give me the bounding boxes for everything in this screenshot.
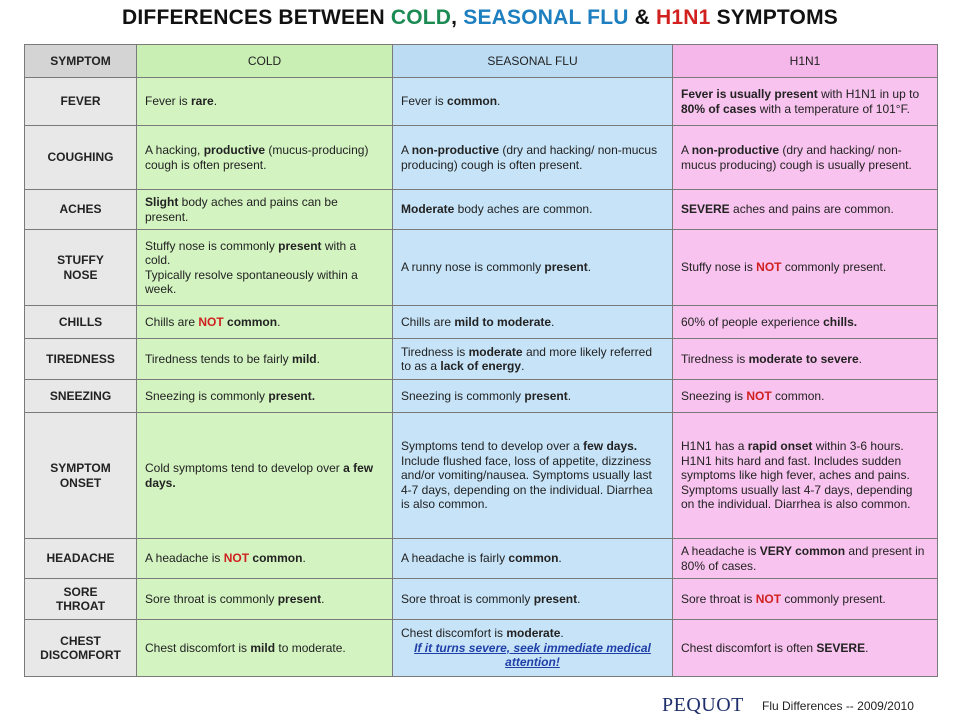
cell-text-bold: few days.	[583, 439, 638, 454]
symptom-label-line: SNEEZING	[49, 388, 112, 403]
cell-text: Chest discomfort is	[145, 640, 251, 655]
symptom-label-line: CHEST	[60, 633, 101, 648]
cell-text-bold: mild	[250, 640, 276, 655]
cell-text-bold: present	[544, 260, 588, 275]
cell-text: .	[560, 626, 564, 641]
symptom-label-line: DISCOMFORT	[40, 648, 121, 662]
cold-cell	[137, 126, 393, 190]
seasonal-flu-cell	[393, 339, 673, 380]
footer-caption: Flu Differences -- 2009/2010	[762, 699, 914, 713]
symptom-label	[25, 413, 137, 539]
h1n1-cell	[673, 126, 938, 190]
seasonal-flu-cell	[393, 539, 673, 579]
symptom-label	[25, 230, 137, 306]
cell-text: A	[401, 143, 412, 157]
cell-text-bold: non-productive	[691, 143, 780, 157]
table-row	[25, 413, 938, 539]
cell-text: Sneezing is	[681, 388, 747, 403]
header-row	[25, 45, 938, 78]
cold-cell	[137, 579, 393, 620]
cell-text: Fever is	[145, 94, 192, 109]
cell-text-bold: productive	[203, 143, 266, 157]
cell-text-bold: present.	[268, 388, 316, 403]
cell-text-alert: NOT	[746, 388, 772, 403]
cell-text-bold: a few days.	[145, 461, 374, 490]
cell-text: with a cold.	[145, 238, 357, 267]
cell-text: to moderate.	[275, 640, 346, 655]
title-sep1: ,	[451, 6, 464, 29]
seasonal-flu-cell	[393, 579, 673, 620]
cell-text: A hacking,	[145, 143, 204, 157]
title-flu: SEASONAL FLU	[463, 6, 629, 29]
cell-text-bold: moderate	[468, 344, 523, 359]
h1n1-cell	[673, 539, 938, 579]
cell-text-bold: Slight	[145, 195, 179, 209]
cell-text: Tiredness is	[681, 351, 749, 366]
h1n1-cell	[673, 620, 938, 677]
footer	[662, 694, 952, 716]
symptom-label-line: STUFFY	[57, 253, 104, 267]
title-cold: COLD	[390, 6, 452, 29]
header-cold: COLD	[137, 45, 393, 78]
symptom-label-line: ONSET	[59, 475, 102, 490]
cell-text: Include flushed face, loss of appetite, dizziness and/or vomiting/nausea. Symptoms usually last 4-7 days, depending on the individual. Diarrhea is also common.	[401, 453, 653, 512]
cell-text-bold: moderate	[506, 626, 561, 641]
page-title	[0, 6, 960, 30]
h1n1-cell	[673, 380, 938, 413]
h1n1-cell	[673, 230, 938, 306]
cell-text: body aches and pains can be present.	[145, 195, 338, 224]
table-row	[25, 306, 938, 339]
cell-text: .	[321, 591, 325, 606]
cell-text: Typically resolve spontaneously within a week.	[145, 267, 358, 296]
cell-text-bold: VERY common	[759, 544, 846, 558]
seasonal-flu-cell	[393, 190, 673, 230]
cell-text: Chest discomfort is often	[681, 640, 817, 655]
table-row	[25, 230, 938, 306]
cell-text-bold: SEVERE	[681, 202, 730, 217]
title-prefix: DIFFERENCES BETWEEN	[122, 6, 391, 29]
table-row	[25, 126, 938, 190]
cold-cell	[137, 230, 393, 306]
symptom-label	[25, 380, 137, 413]
cell-text: .	[858, 351, 862, 366]
cell-text: (mucus-producing) cough is often present.	[145, 143, 369, 172]
cell-text-bold: mild to moderate	[454, 314, 552, 329]
title-sep2: &	[628, 6, 657, 29]
cell-text-bold: chills.	[823, 314, 858, 329]
symptom-label-line: ACHES	[59, 202, 102, 217]
cell-text-bold: Moderate	[401, 202, 455, 217]
cell-text: .	[558, 551, 562, 566]
cell-text: Tiredness tends to be fairly	[145, 351, 292, 366]
symptom-comparison-table	[24, 44, 938, 677]
symptom-label	[25, 78, 137, 126]
cell-text: Chest discomfort is	[401, 626, 507, 641]
cell-text: within 3-6 hours. H1N1 hits hard and fast. Includes sudden symptoms like high fever, aches and pains. Symptoms usually last 4-7 days, depending on the individual. Diarrhea is also common.	[681, 439, 913, 512]
header-seasonal-flu: SEASONAL FLU	[393, 45, 673, 78]
cell-text-bold: non-productive	[411, 143, 500, 157]
cell-text: with a temperature of 101°F.	[756, 101, 910, 116]
pequot-logo: PEQUOT	[662, 694, 744, 716]
cold-cell	[137, 339, 393, 380]
symptom-label	[25, 306, 137, 339]
cell-text-alert: NOT	[755, 591, 782, 606]
cell-text-alert: NOT	[756, 260, 782, 275]
cell-text: Stuffy nose is commonly	[145, 238, 279, 253]
cell-text-bold: Fever is usually present	[681, 87, 818, 101]
cell-text: Chills are	[145, 314, 199, 329]
symptom-label-line: CHILLS	[58, 314, 103, 329]
cell-text: .	[213, 94, 218, 109]
symptom-label	[25, 339, 137, 380]
cell-text: body aches are common.	[454, 202, 593, 217]
cell-text: commonly present.	[781, 260, 887, 275]
title-suffix: SYMPTOMS	[710, 6, 838, 29]
cell-text-bold: common	[447, 94, 498, 109]
cell-text-bold: mild	[291, 351, 317, 366]
cell-text: Symptoms tend to develop over a	[401, 439, 584, 454]
cell-text: H1N1 has a	[681, 439, 748, 454]
symptom-label-line: SYMPTOM	[50, 461, 111, 475]
cell-text-bold: common	[508, 551, 559, 566]
cell-text: (dry and hacking/ non-mucus producing) cough is usually present.	[681, 143, 912, 172]
symptom-label-line: SORE	[63, 584, 98, 599]
cell-text-bold: 80% of cases	[681, 101, 757, 116]
symptom-label	[25, 539, 137, 579]
cell-text-bold: common	[227, 314, 278, 329]
cell-text: Stuffy nose is	[681, 260, 757, 275]
seasonal-flu-cell	[393, 620, 673, 677]
symptom-label-line: COUGHING	[47, 150, 114, 165]
seasonal-flu-cell	[393, 380, 673, 413]
symptom-label-line: TIREDNESS	[46, 351, 115, 366]
cell-text-bold: lack of energy	[440, 359, 522, 373]
cold-cell	[137, 190, 393, 230]
cell-text: Fever is	[401, 94, 448, 109]
cell-text: (dry and hacking/ non-mucus producing) cough is often present.	[401, 143, 658, 172]
cell-text: A headache is fairly	[401, 551, 509, 566]
cell-text: .	[277, 314, 281, 329]
cell-text: commonly present.	[781, 591, 886, 606]
seasonal-flu-cell	[393, 126, 673, 190]
cell-text: .	[316, 351, 320, 366]
table-row	[25, 78, 938, 126]
table-row	[25, 190, 938, 230]
table-row	[25, 539, 938, 579]
medical-warning: If it turns severe, seek immediate medical attention!	[414, 640, 651, 670]
cold-cell	[137, 620, 393, 677]
h1n1-cell	[673, 78, 938, 126]
cell-text: Cold symptoms tend to develop over	[145, 461, 344, 475]
h1n1-cell	[673, 339, 938, 380]
symptom-label	[25, 620, 137, 677]
table-row	[25, 380, 938, 413]
cell-text: .	[567, 388, 572, 403]
symptom-label	[25, 579, 137, 620]
title-h1n1: H1N1	[656, 6, 711, 29]
cold-cell	[137, 380, 393, 413]
cell-text: .	[521, 359, 525, 373]
cell-text: Sneezing is commonly	[145, 388, 269, 403]
symptom-label-line: FEVER	[60, 94, 101, 109]
cell-text-bold: moderate to severe	[748, 351, 859, 366]
cell-text: A headache is	[145, 551, 224, 566]
header-h1n1: H1N1	[673, 45, 938, 78]
cell-text: 60% of people experience	[681, 314, 824, 329]
seasonal-flu-cell	[393, 230, 673, 306]
header-symptom: SYMPTOM	[25, 45, 137, 78]
cell-text: Sore throat is	[681, 591, 756, 606]
table-row	[25, 620, 938, 677]
cell-text: .	[497, 94, 501, 109]
cell-text: .	[577, 591, 581, 606]
seasonal-flu-cell	[393, 78, 673, 126]
cell-text: .	[551, 314, 555, 329]
cell-text-bold: present	[524, 388, 568, 403]
cell-text-bold: present	[277, 591, 322, 606]
cell-text-alert: NOT	[198, 314, 224, 329]
cell-text-bold: present	[533, 591, 578, 606]
cell-text: common.	[771, 388, 825, 403]
h1n1-cell	[673, 190, 938, 230]
symptom-label-line: THROAT	[55, 599, 106, 613]
cell-text: aches and pains are common.	[729, 202, 894, 217]
h1n1-cell	[673, 579, 938, 620]
seasonal-flu-cell	[393, 306, 673, 339]
cell-text: and more likely referred to as a	[401, 344, 652, 373]
h1n1-cell	[673, 306, 938, 339]
cell-text-bold: rapid onset	[747, 439, 813, 454]
table-body	[25, 78, 938, 677]
cell-text-bold: present	[278, 238, 322, 253]
cell-text: A runny nose is commonly	[401, 260, 545, 275]
cell-text: A	[681, 143, 692, 157]
cell-text-alert: NOT	[223, 551, 250, 566]
cold-cell	[137, 539, 393, 579]
cell-text: .	[865, 640, 869, 655]
h1n1-cell	[673, 413, 938, 539]
cell-text: Tiredness is	[401, 344, 469, 359]
cell-text: Sore throat is commonly	[145, 591, 278, 606]
cell-text: and present in 80% of cases.	[681, 544, 925, 573]
table-row	[25, 579, 938, 620]
cell-text-bold: SEVERE	[816, 640, 866, 655]
symptom-label-line: HEADACHE	[46, 551, 115, 566]
cold-cell	[137, 306, 393, 339]
cell-text: A headache is	[681, 544, 760, 558]
cell-text-bold: common	[252, 551, 303, 566]
cell-text: with H1N1 in up to	[817, 87, 920, 101]
cell-text: Chills are	[401, 314, 455, 329]
symptom-label-line: NOSE	[63, 267, 98, 282]
cell-text: .	[302, 551, 306, 566]
symptom-label	[25, 126, 137, 190]
cell-text: Sore throat is commonly	[401, 591, 534, 606]
cell-text: Sneezing is commonly	[401, 388, 525, 403]
table-row	[25, 339, 938, 380]
seasonal-flu-cell	[393, 413, 673, 539]
cold-cell	[137, 78, 393, 126]
cell-text: .	[587, 260, 592, 275]
cell-text-bold: rare	[191, 94, 214, 109]
symptom-label	[25, 190, 137, 230]
cold-cell	[137, 413, 393, 539]
